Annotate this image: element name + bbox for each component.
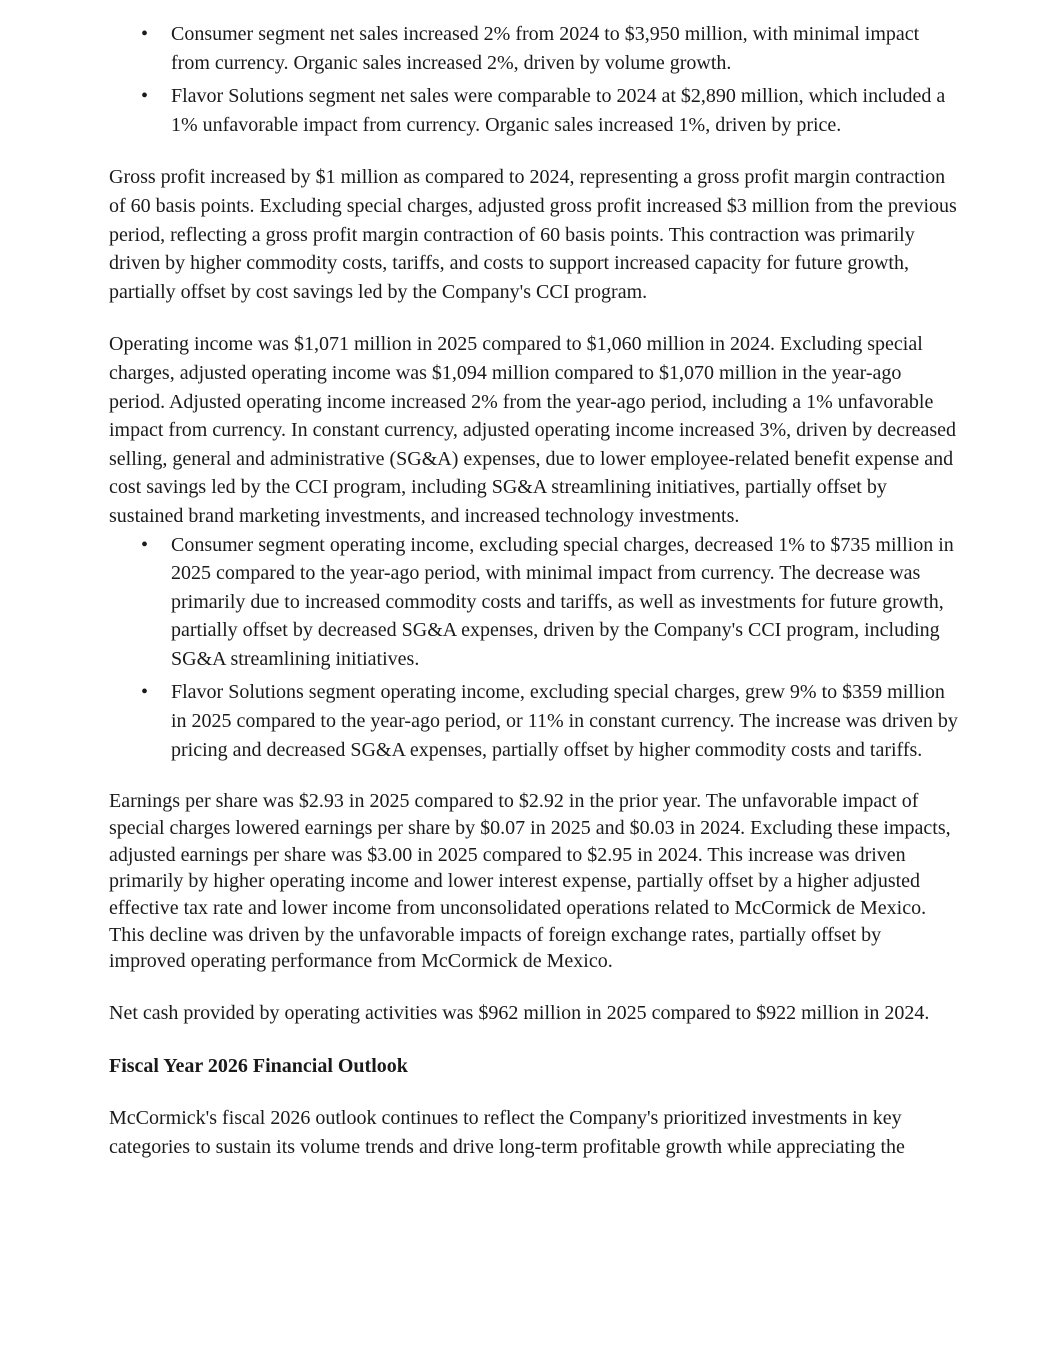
outlook-heading: Fiscal Year 2026 Financial Outlook bbox=[109, 1054, 408, 1077]
list-item bbox=[109, 82, 959, 139]
bullet-icon: • bbox=[141, 85, 149, 108]
flavor-solutions-operating-income-text: Flavor Solutions segment operating income, excluding special charges, grew 9% to $359 million in 2025 compared to the year-ago period, or 11% in constant currency. The increase was driven by pricing and decreased SG&A expenses, partially offset by higher commodity costs and tariffs. bbox=[171, 681, 958, 761]
operating-income-bullet-list bbox=[109, 531, 959, 765]
consumer-operating-income-text: Consumer segment operating income, excluding special charges, decreased 1% to $735 million in 2025 compared to the year-ago period, with minimal impact from currency. The decrease was primarily due to increased commodity costs and tariffs, as well as investments for future growth, partially offset by decreased SG&A expenses, driven by the Company's CCI program, including SG&A streamlining initiatives. bbox=[171, 533, 954, 670]
earnings-per-share-paragraph: Earnings per share was $2.93 in 2025 compared to $2.92 in the prior year. The unfavorable impact of special charges lowered earnings per share by $0.07 in 2025 and $0.03 in 2024. Excluding these impacts, adjusted earnings per share was $3.00 in 2025 compared to $2.95 in 2024. This increase was driven primarily by higher operating income and lower interest expense, partially offset by a higher adjusted effective tax rate and lower income from unconsolidated operations related to McCormick de Mexico. This decline was driven by the unfavorable impacts of foreign exchange rates, partially offset by improved operating performance from McCormick de Mexico. bbox=[109, 790, 951, 973]
document-page bbox=[109, 20, 959, 1162]
cash-flow-paragraph: Net cash provided by operating activities was $962 million in 2025 compared to $922 million in 2024. bbox=[109, 1002, 930, 1025]
bullet-icon: • bbox=[141, 681, 149, 704]
list-item bbox=[109, 531, 959, 674]
bullet-icon: • bbox=[141, 23, 149, 45]
operating-income-paragraph: Operating income was $1,071 million in 2025 compared to $1,060 million in 2024. Excluding special charges, adjusted operating income was $1,094 million compared to $1,070 million in the year-ago period. Adjusted operating income increased 2% from the year-ago period, including a 1% unfavorable impact from currency. In constant currency, adjusted operating income increased 3%, driven by decreased selling, general and administrative (SG&A) expenses, due to lower employee-related benefit expense and cost savings led by the CCI program, including SG&A streamlining initiatives, partially offset by sustained brand marketing investments, and increased technology investments. bbox=[109, 333, 957, 527]
flavor-solutions-net-sales-text: Flavor Solutions segment net sales were comparable to 2024 at $2,890 million, which included a 1% unfavorable impact from currency. Organic sales increased 1%, driven by price. bbox=[171, 85, 946, 136]
net-sales-bullet-list bbox=[109, 20, 959, 139]
gross-profit-paragraph: Gross profit increased by $1 million as compared to 2024, representing a gross profit margin contraction of 60 basis points. Excluding special charges, adjusted gross profit increased $3 million from the previous period, reflecting a gross profit margin contraction of 60 basis points. This contraction was primarily driven by higher commodity costs, tariffs, and costs to support increased capacity for future growth, partially offset by cost savings led by the Company's CCI program. bbox=[109, 166, 957, 303]
list-item bbox=[109, 678, 959, 764]
list-item bbox=[109, 20, 959, 77]
outlook-paragraph: McCormick's fiscal 2026 outlook continues to reflect the Company's prioritized investments in key categories to sustain its volume trends and drive long-term profitable growth while appreciating the bbox=[109, 1107, 905, 1158]
consumer-net-sales-text: Consumer segment net sales increased 2% from 2024 to $3,950 million, with minimal impact from currency. Organic sales increased 2%, driven by volume growth. bbox=[171, 23, 920, 74]
bullet-icon: • bbox=[141, 533, 149, 556]
